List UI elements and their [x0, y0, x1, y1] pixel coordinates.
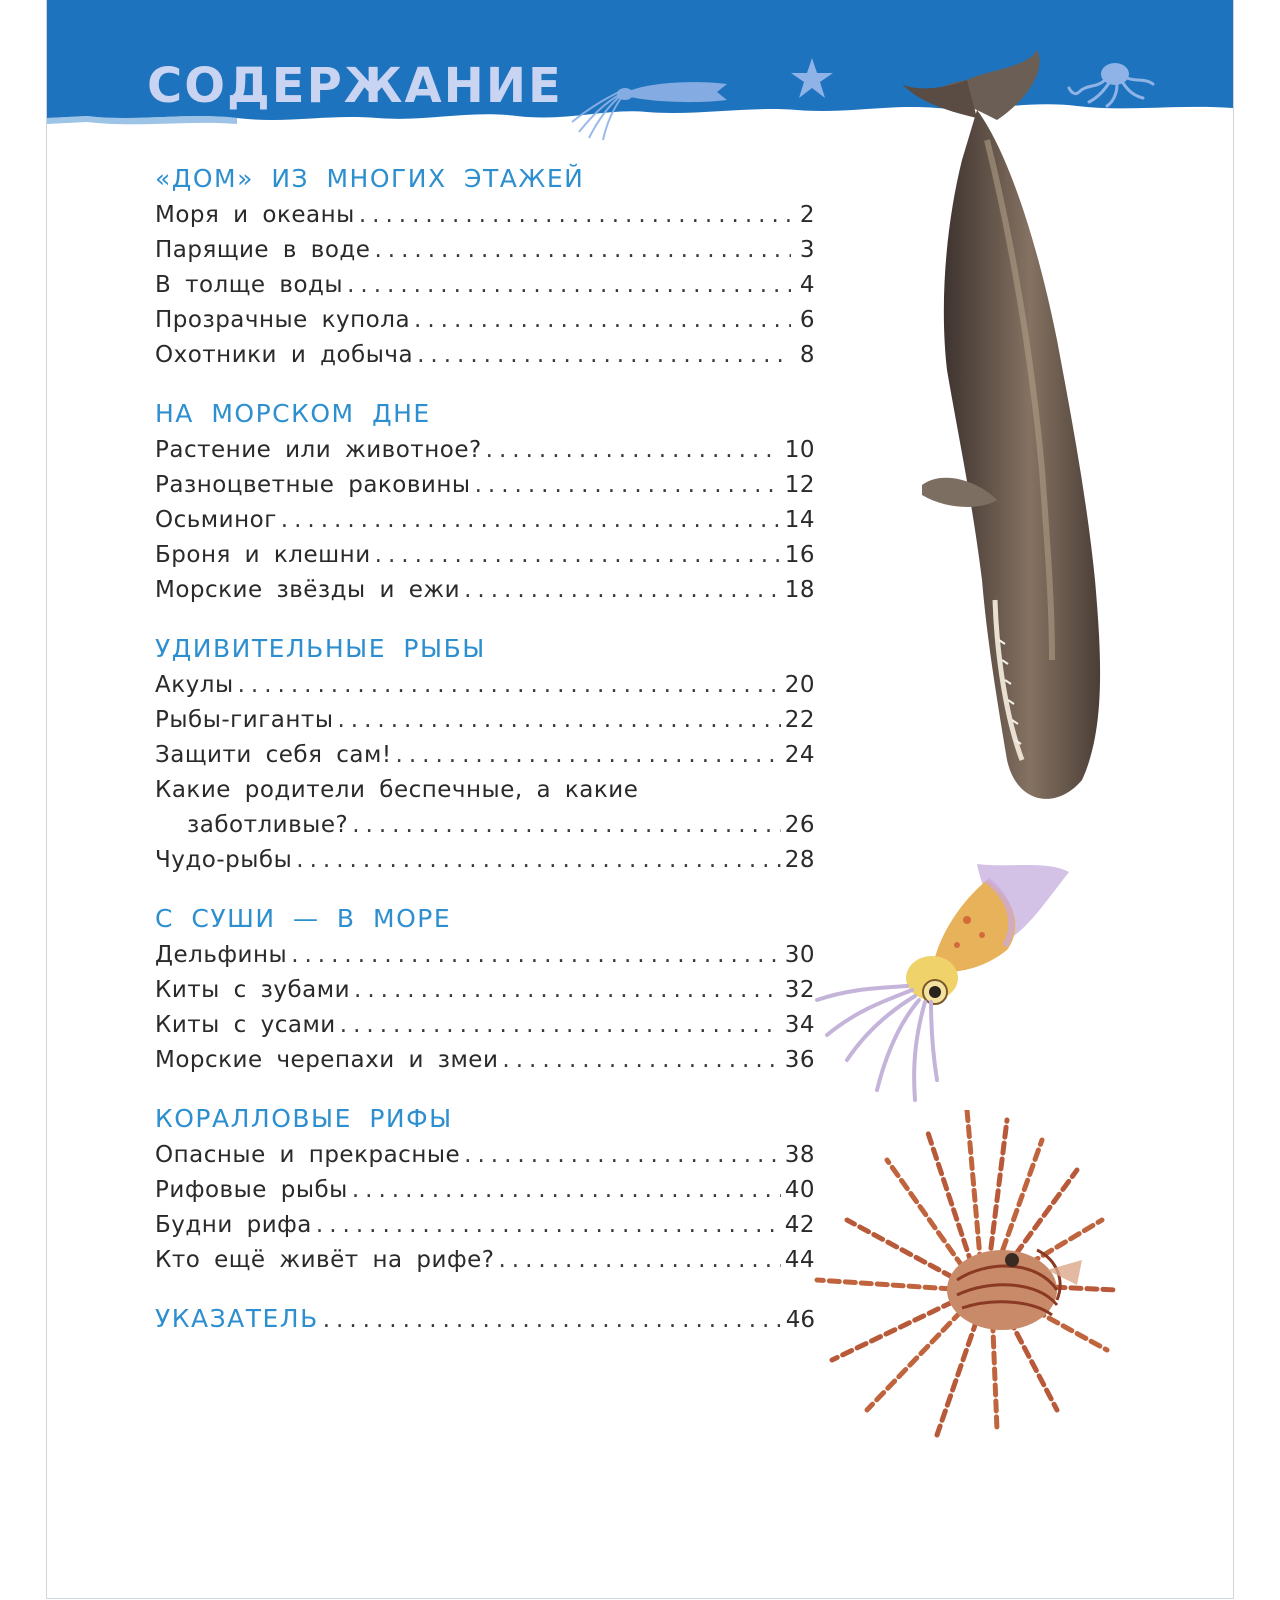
- page-number: 34: [784, 1012, 815, 1038]
- toc-entry[interactable]: [155, 1173, 815, 1208]
- section-title: УДИВИТЕЛЬНЫЕ РЫБЫ: [155, 634, 486, 663]
- entry-label: Чудо-рыбы: [155, 847, 293, 873]
- leader-dots: [281, 503, 781, 538]
- entry-label: Рыбы-гиганты: [155, 707, 334, 733]
- toc-entry[interactable]: [155, 433, 815, 468]
- page-number: 38: [784, 1142, 815, 1168]
- toc-entry[interactable]: [155, 938, 815, 973]
- leader-dots: [375, 538, 781, 573]
- page-number: 40: [784, 1177, 815, 1203]
- leader-dots: [486, 433, 781, 468]
- entry-label: Дельфины: [155, 942, 288, 968]
- section-title: «ДОМ» ИЗ МНОГИХ ЭТАЖЕЙ: [155, 164, 585, 193]
- toc-entry[interactable]: [155, 503, 815, 538]
- leader-dots: [352, 808, 781, 843]
- page-number: 10: [784, 437, 815, 463]
- leader-dots: [340, 1008, 781, 1043]
- leader-dots: [352, 1173, 781, 1208]
- page-number: 32: [784, 977, 815, 1003]
- squid-silhouette-icon: [567, 62, 737, 142]
- entry-label: Опасные и прекрасные: [155, 1142, 461, 1168]
- page-number: 24: [784, 742, 815, 768]
- toc-entry[interactable]: [155, 973, 815, 1008]
- page-number: 8: [799, 342, 815, 368]
- toc-entry[interactable]: [155, 538, 815, 573]
- toc-section-2: [155, 395, 815, 608]
- squid-illustration: [807, 860, 1077, 1110]
- leader-dots: [291, 938, 781, 973]
- entry-label: Охотники и добыча: [155, 342, 414, 368]
- sperm-whale-illustration: [847, 40, 1147, 810]
- page-number: 2: [799, 202, 815, 228]
- toc-entry[interactable]: [155, 773, 815, 843]
- leader-dots: [316, 1208, 781, 1243]
- page-number: 18: [784, 577, 815, 603]
- entry-label: Рифовые рыбы: [155, 1177, 348, 1203]
- toc-entry[interactable]: [155, 1008, 815, 1043]
- page-number: 16: [784, 542, 815, 568]
- entry-label: Морские звёзды и ежи: [155, 577, 461, 603]
- entry-label: Осьминог: [155, 507, 277, 533]
- page-number: 42: [784, 1212, 815, 1238]
- toc-entry[interactable]: [155, 1243, 815, 1278]
- leader-dots: [347, 268, 791, 303]
- entry-label: Прозрачные купола: [155, 307, 411, 333]
- entry-label: Будни рифа: [155, 1212, 312, 1238]
- page-number: 6: [799, 307, 815, 333]
- leader-dots: [464, 573, 781, 608]
- toc-entry[interactable]: [155, 303, 815, 338]
- entry-label: Акулы: [155, 672, 234, 698]
- leader-dots: [498, 1243, 780, 1278]
- page-number: 4: [799, 272, 815, 298]
- section-title: НА МОРСКОМ ДНЕ: [155, 399, 431, 428]
- entry-label: Моря и океаны: [155, 202, 355, 228]
- leader-dots: [337, 703, 780, 738]
- page-number: 44: [784, 1247, 815, 1273]
- table-of-contents: [155, 160, 815, 1338]
- page-number: 36: [784, 1047, 815, 1073]
- section-title: КОРАЛЛОВЫЕ РИФЫ: [155, 1104, 453, 1133]
- book-page: [46, 0, 1234, 1599]
- toc-entry[interactable]: [155, 573, 815, 608]
- page-number: 26: [784, 812, 815, 838]
- entry-label: Морские черепахи и змеи: [155, 1047, 499, 1073]
- index-label: УКАЗАТЕЛЬ: [155, 1304, 319, 1333]
- toc-section-5: [155, 1100, 815, 1278]
- entry-label: Разноцветные раковины: [155, 472, 471, 498]
- leader-dots: [238, 668, 781, 703]
- toc-entry[interactable]: [155, 1208, 815, 1243]
- toc-entry[interactable]: [155, 738, 815, 773]
- entry-label: Защити себя сам!: [155, 742, 392, 768]
- leader-dots: [296, 843, 780, 878]
- toc-entry[interactable]: [155, 268, 815, 303]
- toc-index-entry[interactable]: [155, 1300, 815, 1338]
- page-number: 3: [799, 237, 815, 263]
- page-title: СОДЕРЖАНИЕ: [147, 58, 563, 114]
- leader-dots: [359, 198, 791, 233]
- toc-entry[interactable]: [155, 1043, 815, 1078]
- page-number: 30: [784, 942, 815, 968]
- lionfish-illustration: [807, 1110, 1127, 1440]
- entry-label-continued: заботливые?: [187, 812, 349, 838]
- leader-dots: [502, 1043, 780, 1078]
- toc-entry[interactable]: [155, 338, 815, 373]
- section-title: С СУШИ — В МОРЕ: [155, 904, 452, 933]
- leader-dots: [414, 303, 791, 338]
- toc-section-3: [155, 630, 815, 878]
- toc-entry[interactable]: [155, 703, 815, 738]
- page-number: 20: [784, 672, 815, 698]
- toc-entry[interactable]: [155, 668, 815, 703]
- page-number: 12: [784, 472, 815, 498]
- entry-label: Парящие в воде: [155, 237, 371, 263]
- entry-label: Киты с зубами: [155, 977, 351, 1003]
- page-number: 46: [785, 1307, 815, 1333]
- entry-label: Растение или животное?: [155, 437, 482, 463]
- leader-dots: [464, 1138, 781, 1173]
- entry-label: Какие родители беспечные, а какие: [155, 777, 639, 803]
- toc-entry[interactable]: [155, 233, 815, 268]
- toc-section-4: [155, 900, 815, 1078]
- entry-label: Кто ещё живёт на рифе?: [155, 1247, 495, 1273]
- toc-entry[interactable]: [155, 1138, 815, 1173]
- entry-label: Киты с усами: [155, 1012, 336, 1038]
- toc-entry[interactable]: [155, 468, 815, 503]
- leader-dots: [475, 468, 781, 503]
- leader-dots: [354, 973, 781, 1008]
- leader-dots: [396, 738, 781, 773]
- toc-entry[interactable]: [155, 843, 815, 878]
- page-number: 28: [784, 847, 815, 873]
- leader-dots: [417, 338, 791, 373]
- leader-dots: [323, 1301, 782, 1339]
- page-number: 14: [784, 507, 815, 533]
- starfish-icon: [789, 56, 835, 100]
- leader-dots: [374, 233, 791, 268]
- entry-label: Броня и клешни: [155, 542, 371, 568]
- toc-entry[interactable]: [155, 198, 815, 233]
- toc-section-1: [155, 160, 815, 373]
- entry-label: В толще воды: [155, 272, 344, 298]
- page-number: 22: [784, 707, 815, 733]
